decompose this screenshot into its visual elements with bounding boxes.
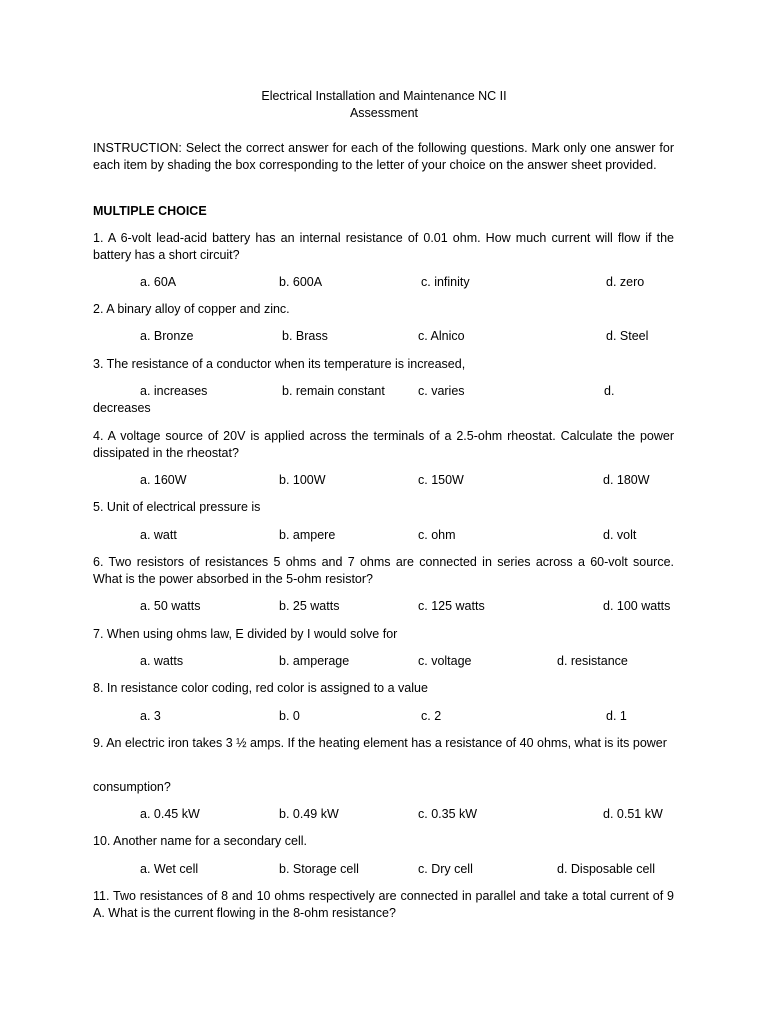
question-5-options: [93, 527, 674, 544]
option-c: c. ohm: [418, 528, 456, 542]
option-a: a. Bronze: [140, 329, 194, 343]
option-c: c. 0.35 kW: [418, 807, 478, 821]
question-3-option-d-wrap: decreases: [93, 401, 151, 415]
option-d: d. Disposable cell: [557, 862, 655, 876]
question-9-text: 9. An electric iron takes 3 ½ amps. If the heating element has a resistance of 40 ohms, what is its power: [93, 736, 667, 750]
question-9-text-continued: consumption?: [93, 780, 171, 794]
option-c: c. infinity: [421, 275, 470, 289]
option-c: c. Dry cell: [418, 862, 473, 876]
question-8-options: [93, 708, 674, 725]
option-a: a. watts: [140, 654, 184, 668]
option-b: b. 0.49 kW: [279, 807, 339, 821]
option-b: b. 25 watts: [279, 599, 340, 613]
option-a: a. 60A: [140, 275, 177, 289]
question-7-text: 7. When using ohms law, E divided by I would solve for: [93, 627, 398, 641]
document-subtitle: Assessment: [349, 106, 419, 120]
question-4-text: 4. A voltage source of 20V is applied across the terminals of a 2.5-ohm rheostat. Calculate the power dissipated in the rheostat?: [93, 429, 674, 460]
question-8-text: 8. In resistance color coding, red color is assigned to a value: [93, 681, 428, 695]
option-a: a. watt: [140, 528, 177, 542]
question-6-text: 6. Two resistors of resistances 5 ohms and 7 ohms are connected in series across a 60-volt source. What is the power absorbed in the 5-ohm resistor?: [93, 555, 674, 586]
instruction-text: INSTRUCTION: Select the correct answer for each of the following questions. Mark only one answer for each item by shading the box corresponding to the letter of your choice on the answer sheet provided.: [93, 141, 674, 172]
option-d: d. 100 watts: [603, 599, 671, 613]
option-d: d. resistance: [557, 654, 628, 668]
question-7-options: [93, 653, 674, 670]
question-1-options: [93, 274, 674, 291]
option-d: d. Steel: [606, 329, 649, 343]
option-d: d. 1: [606, 709, 627, 723]
option-d: d. zero: [606, 275, 645, 289]
question-2-text: 2. A binary alloy of copper and zinc.: [93, 302, 290, 316]
option-c: c. voltage: [418, 654, 472, 668]
question-5-text: 5. Unit of electrical pressure is: [93, 500, 261, 514]
option-c: c. 125 watts: [418, 599, 485, 613]
question-3-text: 3. The resistance of a conductor when its temperature is increased,: [93, 357, 466, 371]
question-2-options: [93, 328, 674, 345]
document-title: Electrical Installation and Maintenance NC II: [261, 89, 507, 103]
option-b: b. Brass: [282, 329, 328, 343]
question-4-options: [93, 472, 674, 489]
option-a: a. Wet cell: [140, 862, 199, 876]
option-d: d. 180W: [603, 473, 650, 487]
option-c: c. 2: [421, 709, 442, 723]
section-heading: MULTIPLE CHOICE: [93, 204, 207, 218]
option-b: b. 600A: [279, 275, 323, 289]
option-b: b. 100W: [279, 473, 326, 487]
option-d: d. volt: [603, 528, 637, 542]
option-a: a. 50 watts: [140, 599, 201, 613]
option-c: c. varies: [418, 384, 465, 398]
option-b: b. remain constant: [282, 384, 385, 398]
option-c: c. 150W: [418, 473, 464, 487]
option-c: c. Alnico: [418, 329, 465, 343]
option-a: a. 160W: [140, 473, 187, 487]
question-10-text: 10. Another name for a secondary cell.: [93, 834, 308, 848]
option-a: a. 0.45 kW: [140, 807, 200, 821]
option-a: a. 3: [140, 709, 161, 723]
option-d: d. 0.51 kW: [603, 807, 663, 821]
option-a: a. increases: [140, 384, 208, 398]
option-b: b. Storage cell: [279, 862, 359, 876]
option-b: b. 0: [279, 709, 300, 723]
question-9-options: [93, 806, 674, 823]
question-1-text: 1. A 6-volt lead-acid battery has an internal resistance of 0.01 ohm. How much current will flow if the battery has a short circuit?: [93, 231, 674, 262]
option-b: b. amperage: [279, 654, 350, 668]
question-3-options: [93, 383, 674, 400]
question-6-options: [93, 598, 674, 615]
question-10-options: [93, 861, 674, 878]
question-11-text: 11. Two resistances of 8 and 10 ohms respectively are connected in parallel and take a total current of 9 A. What is the current flowing in the 8-ohm resistance?: [93, 889, 674, 920]
option-b: b. ampere: [279, 528, 336, 542]
option-d: d.: [604, 384, 615, 398]
